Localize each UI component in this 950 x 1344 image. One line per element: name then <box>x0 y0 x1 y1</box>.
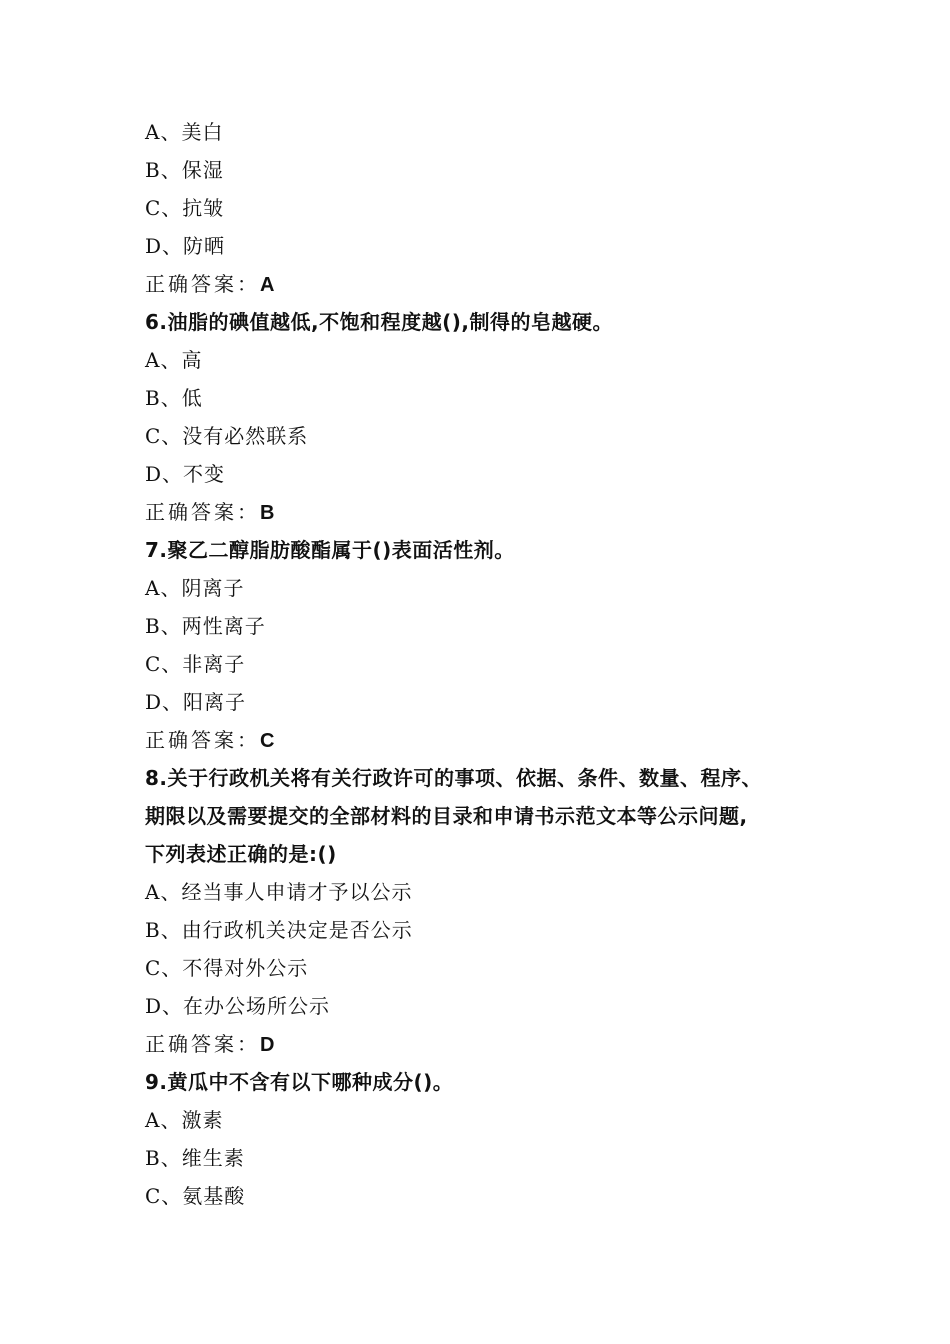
option-line: C、抗皱 <box>145 196 225 220</box>
answer-label: 正确答案： <box>145 500 260 524</box>
answer-value: A <box>260 274 275 296</box>
answer-line <box>145 493 835 531</box>
question-6-block <box>145 303 835 531</box>
answer-line <box>145 265 835 303</box>
option-line: C、非离子 <box>145 652 246 676</box>
option-line: D、阳离子 <box>145 690 247 714</box>
option-line: C、氨基酸 <box>145 1184 246 1208</box>
option-line: A、激素 <box>145 1108 224 1132</box>
question-text: 9.黄瓜中不含有以下哪种成分()。 <box>145 1070 454 1094</box>
option-line: B、两性离子 <box>145 614 266 638</box>
option-line: B、低 <box>145 386 203 410</box>
question-text: 7.聚乙二醇脂肪酸酯属于()表面活性剂。 <box>145 538 515 562</box>
document-page <box>145 113 835 1215</box>
question-text: 8.关于行政机关将有关行政许可的事项、依据、条件、数量、程序、 <box>145 766 763 790</box>
question-9-block <box>145 1063 835 1215</box>
option-line: C、不得对外公示 <box>145 956 309 980</box>
answer-value: D <box>260 1034 275 1056</box>
answer-label: 正确答案： <box>145 1032 260 1056</box>
answer-line <box>145 1025 835 1063</box>
question-text: 下列表述正确的是:() <box>145 842 337 866</box>
answer-value: C <box>260 730 275 752</box>
answer-value: B <box>260 502 275 524</box>
question-text: 6.油脂的碘值越低,不饱和程度越(),制得的皂越硬。 <box>145 310 613 334</box>
option-line: B、由行政机关决定是否公示 <box>145 918 413 942</box>
answer-line <box>145 721 835 759</box>
option-line: A、经当事人申请才予以公示 <box>145 880 413 904</box>
question-7-block <box>145 531 835 759</box>
option-line: D、在办公场所公示 <box>145 994 331 1018</box>
question-5-block <box>145 113 835 303</box>
option-line: C、没有必然联系 <box>145 424 309 448</box>
question-text: 期限以及需要提交的全部材料的目录和申请书示范文本等公示问题, <box>145 804 748 828</box>
option-line: A、高 <box>145 348 203 372</box>
option-line: D、防晒 <box>145 234 226 258</box>
option-line: B、维生素 <box>145 1146 245 1170</box>
option-line: B、保湿 <box>145 158 224 182</box>
answer-label: 正确答案： <box>145 272 260 296</box>
question-8-block <box>145 759 835 1063</box>
option-line: A、美白 <box>145 120 224 144</box>
answer-label: 正确答案： <box>145 728 260 752</box>
option-line: D、不变 <box>145 462 226 486</box>
option-line: A、阴离子 <box>145 576 245 600</box>
